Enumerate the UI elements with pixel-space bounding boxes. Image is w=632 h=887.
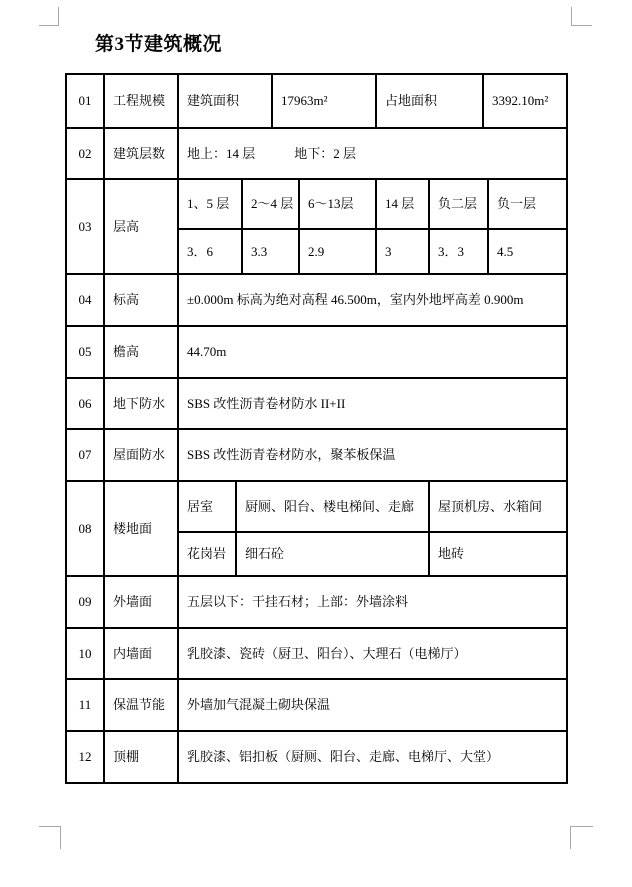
row-number: 06 (67, 379, 105, 430)
row-number: 12 (67, 732, 105, 784)
cell-floor-height: 3．3 (430, 230, 489, 275)
row-number: 08 (67, 482, 105, 577)
cell-floor-height: 3 (377, 230, 430, 275)
row-number: 03 (67, 180, 105, 275)
section-title: 第3节建筑概况 (95, 34, 223, 55)
table-row-09 (67, 577, 568, 629)
cell-material: 细石砼 (237, 533, 430, 577)
table-row-05 (67, 327, 568, 379)
row-label: 楼地面 (105, 482, 179, 577)
cell-floor-height: 3.3 (243, 230, 300, 275)
cell-floor-range: 负一层 (489, 180, 568, 230)
row-label: 标高 (105, 275, 179, 327)
table-row-06 (67, 379, 568, 430)
cell-area-type: 居室 (179, 482, 237, 533)
cell-floor-range: 1、5 层 (179, 180, 243, 230)
cell-floor-height: 3．6 (179, 230, 243, 275)
table-row-02 (67, 129, 568, 180)
cell-floor-height: 4.5 (489, 230, 568, 275)
row-label: 屋面防水 (105, 430, 179, 482)
cell-floor-range: 14 层 (377, 180, 430, 230)
table-row-04 (67, 275, 568, 327)
cell-ceiling: 乳胶漆、铝扣板（厨厕、阳台、走廊、电梯厅、大堂） (179, 732, 568, 784)
cell-area-type: 厨厕、阳台、楼电梯间、走廊 (237, 482, 430, 533)
floor-finish-materials (179, 533, 568, 577)
cell-material: 地砖 (430, 533, 568, 577)
row-label: 地下防水 (105, 379, 179, 430)
table-row-12 (67, 732, 568, 784)
row-label: 外墙面 (105, 577, 179, 629)
cell-building-area-label: 建筑面积 (179, 75, 273, 129)
cell-eave-height: 44.70m (179, 327, 568, 379)
table-row-07 (67, 430, 568, 482)
table-row-01 (67, 75, 568, 129)
cell-insulation: 外墙加气混凝土砌块保温 (179, 680, 568, 732)
row-number: 09 (67, 577, 105, 629)
cell-floor-range: 2～4 层 (243, 180, 300, 230)
row-label: 檐高 (105, 327, 179, 379)
cell-interior-wall: 乳胶漆、瓷砖（厨卫、阳台）、大理石（电梯厅） (179, 629, 568, 680)
cell-area-type: 屋顶机房、水箱间 (430, 482, 568, 533)
row-number: 01 (67, 75, 105, 129)
table-row-03 (67, 180, 568, 275)
cell-floor-count: 地上：14 层 地下：2 层 (179, 129, 568, 180)
floor-height-values (179, 230, 568, 275)
floor-height-headers (179, 180, 568, 230)
row-number: 05 (67, 327, 105, 379)
cell-floor-range: 负二层 (430, 180, 489, 230)
cell-underground-waterproofing: SBS 改性沥青卷材防水 II+II (179, 379, 568, 430)
floor-finish-subtable (179, 482, 568, 577)
cell-floor-range: 6～13层 (300, 180, 377, 230)
floor-height-subtable (179, 180, 568, 275)
row-number: 02 (67, 129, 105, 180)
row-label: 顶棚 (105, 732, 179, 784)
building-overview-table (65, 73, 568, 784)
cell-land-area-value: 3392.10m² (484, 75, 568, 129)
row-number: 04 (67, 275, 105, 327)
row-label: 层高 (105, 180, 179, 275)
margin-crop-mark-top-left (39, 7, 59, 26)
table-row-08 (67, 482, 568, 577)
table-row-10 (67, 629, 568, 680)
row-label: 建筑层数 (105, 129, 179, 180)
cell-elevation: ±0.000m 标高为绝对高程 46.500m，室内外地坪高差 0.900m (179, 275, 568, 327)
row-number: 11 (67, 680, 105, 732)
row-number: 07 (67, 430, 105, 482)
table-row-11 (67, 680, 568, 732)
margin-crop-mark-bottom-right (570, 826, 593, 849)
row-label: 内墙面 (105, 629, 179, 680)
margin-crop-mark-bottom-left (39, 826, 61, 849)
cell-building-area-value: 17963m² (273, 75, 377, 129)
row-number: 10 (67, 629, 105, 680)
margin-crop-mark-top-right (571, 7, 592, 26)
cell-roof-waterproofing: SBS 改性沥青卷材防水，聚苯板保温 (179, 430, 568, 482)
cell-exterior-wall: 五层以下：干挂石材；上部：外墙涂料 (179, 577, 568, 629)
cell-material: 花岗岩 (179, 533, 237, 577)
row-label: 保温节能 (105, 680, 179, 732)
cell-floor-height: 2.9 (300, 230, 377, 275)
cell-land-area-label: 占地面积 (377, 75, 484, 129)
floor-finish-areas (179, 482, 568, 533)
row-label: 工程规模 (105, 75, 179, 129)
